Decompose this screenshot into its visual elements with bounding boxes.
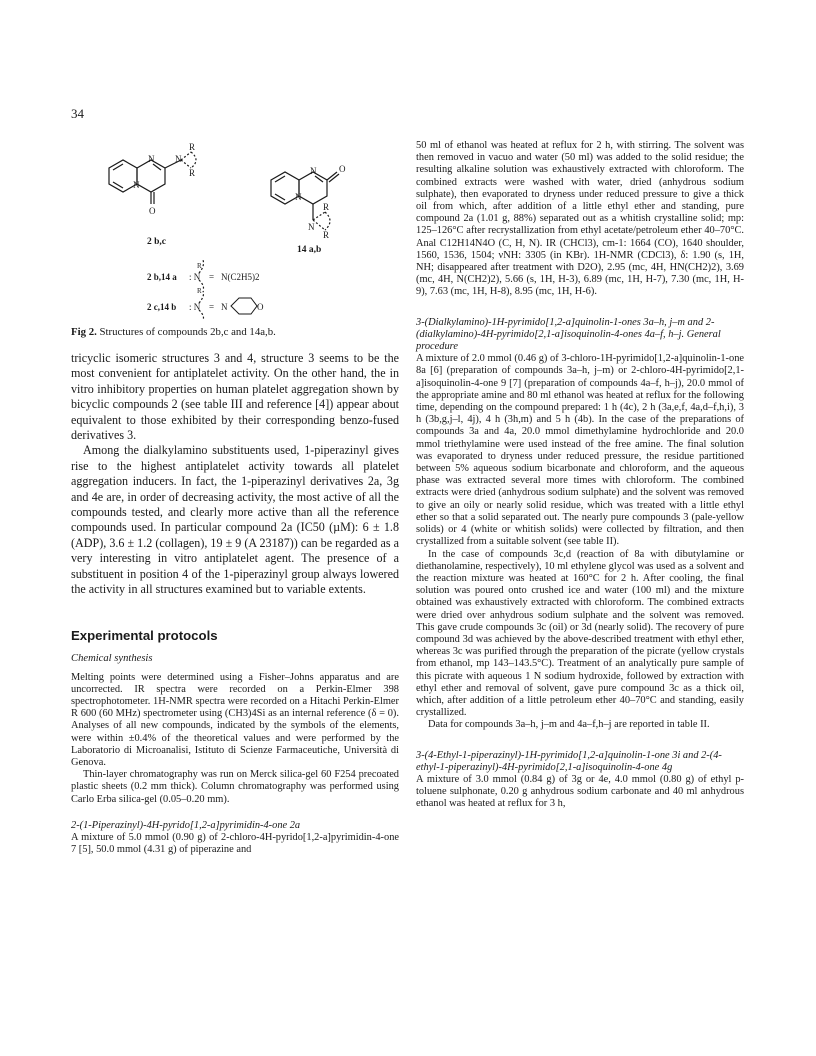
legend-a-prefix: 2 b,14 a xyxy=(147,272,177,282)
left-column xyxy=(71,140,399,856)
procedure-title-3-4: 3-(Dialkylamino)-1H-pyrimido[1,2-a]quinolin-1-ones 3a–h, j–m and 2-(dialkylamino)-4H-pyrimido[2,1-a]isoquinolin-4-ones 4a–f, h–j. General procedure xyxy=(416,316,721,353)
svg-text:N: N xyxy=(221,302,228,312)
structure-14ab xyxy=(271,172,339,230)
legend-b-prefix: 2 c,14 b xyxy=(147,302,177,312)
svg-text:R: R xyxy=(189,142,196,152)
right-column xyxy=(416,140,744,811)
svg-text:: N: : N xyxy=(189,272,201,282)
figure-caption xyxy=(71,326,399,339)
svg-text:N: N xyxy=(308,222,315,232)
svg-text:O: O xyxy=(339,164,346,174)
procedure-title-3i-4g: 3-(4-Ethyl-1-piperazinyl)-1H-pyrimido[1,2-a]quinolin-1-one 3i and 2-(4-ethyl-1-piperazinyl)-4H-pyrimido[2,1-a]isoquinolin-4-one 4g xyxy=(416,749,722,773)
left-para-5: A mixture of 5.0 mmol (0.90 g) of 2-chloro-4H-pyrido[1,2-a]pyrimidin-4-one 7 [5], 50.0 mmol (4.31 g) of piperazine and xyxy=(71,831,399,856)
svg-text:=: = xyxy=(209,302,215,312)
svg-text:N: N xyxy=(175,154,182,164)
svg-text:=: = xyxy=(209,272,215,282)
svg-text:R: R xyxy=(197,287,202,295)
svg-text:N: N xyxy=(310,166,317,176)
svg-text:N: N xyxy=(133,180,140,190)
right-para-1: 50 ml of ethanol was heated at reflux for 2 h, with stirring. The solvent was then removed in vacuo and water (50 ml) was added to the solid residue; the resulting alkaline solution was exhaustively extracted with chloroform. The combined extracts were washed with water, dried (anhydrous sodium sulphate), then evaporated to dryness under reduced pressure to give a thick oil from which, after addition of a little ethyl ether and standing, pure compound 2a (1.01 g, 88%) separated out as a whitish crystalline solid; mp: 125–126°C after recrystallization from ethyl acetate/petroleum ether 40–70°C. Anal C12H14N4O (C, H, N). IR (CHCl3), cm-1: 1664 (CO), 1640 shoulder, 1560, 1536, 1504; νNH: 3305 (in KBr). 1H-NMR (CDCl3), δ: 1.90 (s, 1H, NH; disappeared after treatment with D2O), 2.95 (mc, 4H, HN(CH2)2), 3.69 (mc, 4H, N(CH2)2), 5.66 (s, 1H, H-3), 6.89 (mc, 1H, H-7), 7.30 (mc, 1H, H-9), 7.63 (mc, 1H, H-8), 8.95 (mc, 1H, H-6). xyxy=(416,140,744,298)
procedure-title-2a: 2-(1-Piperazinyl)-4H-pyrido[1,2-a]pyrimidin-4-one 2a xyxy=(71,819,301,831)
svg-text:O: O xyxy=(149,206,156,216)
figure-structures xyxy=(71,140,399,320)
svg-text:R: R xyxy=(189,168,196,178)
chemical-structures-drawing xyxy=(71,140,399,320)
legend-a-value: N(C2H5)2 xyxy=(221,272,260,282)
right-para-4: Data for compounds 3a–h, j–m and 4a–f,h–j are reported in table II. xyxy=(428,719,710,731)
subheading: Chemical synthesis xyxy=(71,652,153,664)
right-para-2: A mixture of 2.0 mmol (0.46 g) of 3-chloro-1H-pyrimido[1,2-a]quinolin-1-one 8a [6] (preparation of compounds 3a–h, j–m) or 2-chloro-4H-pyrimido[2,1-a]isoquinolin-4-one 9 [7] (preparation of compounds 4a–f, h–j), 20.0 mmol of the appropriate amine and 80 ml ethanol was heated at reflux for the following time, depending on the compound prepared: 1 h (4c), 2 h (3a,e,f, 4a,d–f,h,i), 3 h (3b,g,j–l, 4j), 4 h (3h,m) and 5 h (4b). In the case of the preparations of compounds 3a and 4a, 20.0 mmol dimethylamine hydrochloride and 20.0 mmol triethylamine were used instead of the free amine. The final solution was evaporated to dryness under reduced pressure, the residue partitioned between 5% aqueous sodium bicarbonate and chloroform, and the aqueous phase was extracted several more times with chloroform. The combined extracts were dried (anhydrous sodium sulphate) and the solvent was removed to give an oily or nearly solid residue, which was treated with a little ethyl ether so that a solid separated out. The nearly pure compounds 3 (pale-yellow solids) or 4 (white or whitish solids) were collected by filtration, and then crystallized from a suitable solvent (see table II). xyxy=(416,353,744,548)
left-para-4: Thin-layer chromatography was run on Merck silica-gel 60 F254 precoated plastic sheets (0.2 mm thick). Column chromatography was performed using Carlo Erba silica-gel (0.05–0.20 mm). xyxy=(71,769,399,805)
left-para-2: Among the dialkylamino substituents used, 1-piperazinyl gives rise to the highest antiplatelet activity towards all platelet aggregation inducers. In fact, the 1-piperazinyl derivatives 2a, 3g and 4e are, in order of decreasing activity, the most active of all the compounds tested, and clearly more active than all the reference compounds used. In particular compound 2a (IC50 (µM): 6 ± 1.8 (ADP), 3.6 ± 1.2 (collagen), 19 ± 9 (A 23187)) can be regarded as a very interesting in vitro antiplatelet agent. The presence of a substituent in position 4 of the 1-piperazinyl group always lowered the activity in all structures examined but to variable extents. xyxy=(71,443,399,597)
svg-text:: N: : N xyxy=(189,302,201,312)
left-para-3: Melting points were determined using a Fisher–Johns apparatus and are uncorrected. IR spectra were recorded on a Perkin-Elmer 398 spectrophotometer. 1H-NMR spectra were recorded on a Hitachi Perkin-Elmer R 600 (60 MHz) spectrometer using (CH3)4Si as an internal reference (δ = 0). Analyses of all new compounds, indicated by the symbols of the elements, were within ±0.4% of the theoretical values and were performed by the Laboratorio di Microanalisi, Istituto di Scienze Farmaceutiche, Università di Genova. xyxy=(71,671,399,768)
right-para-5: A mixture of 3.0 mmol (0.84 g) of 3g or 4e, 4.0 mmol (0.80 g) of ethyl p-toluene sulphonate, 0.20 g anhydrous sodium carbonate and 40 ml anhydrous ethanol was heated at reflux for 3 h, xyxy=(416,773,744,810)
section-heading: Experimental protocols xyxy=(71,627,218,643)
right-para-3: In the case of compounds 3c,d (reaction of 8a with dibutylamine or diethanolamine, respectively), 10 ml ethylene glycol was used as a solvent and the reaction mixture was heated at 160°C for 2 h. After cooling, the final solution was poured onto crushed ice and water (100 ml) and the mixture obtained was exhaustively extracted with chloroform. The combined extracts were dried over anhydrous sodium sulphate and the solvent was removed. This gave crude compounds 3c (oil) or 3d (nearly solid). The recovery of pure compound 3d was achieved by the above-described treatment with ethyl ether, whereas 3c was purified through the preparation of the picrate (yellow crystals from ethanol, mp 143–143.5°C). Treatment of an analytically pure sample of this picrate with aqueous 1 N sodium hydroxide, followed by extraction with ethyl ether and removal of solvent, gave pure compound 3c as a thick oil, which, after addition of a little petroleum ether 40–70°C and standing, easily crystallized. xyxy=(416,548,744,719)
label-14ab: 14 a,b xyxy=(297,245,322,255)
caption-label: Fig 2. xyxy=(71,326,97,338)
svg-text:N: N xyxy=(148,154,155,164)
svg-text:R: R xyxy=(323,202,330,212)
svg-text:R: R xyxy=(323,230,330,240)
svg-text:R: R xyxy=(197,262,202,270)
left-para-1: tricyclic isomeric structures 3 and 4, structure 3 seems to be the most convenient for antiplatelet activity. On the other hand, the in vitro inhibitory properties on human platelet aggregation shown by bicyclic compounds 2 (see table III and reference [4]) appear about equivalent to those exhibited by their corresponding benzo-fused derivatives 3. xyxy=(71,351,399,443)
svg-text:N: N xyxy=(295,192,302,202)
svg-text:O: O xyxy=(257,302,264,312)
label-2bc: 2 b,c xyxy=(147,237,166,247)
caption-text: Structures of compounds 2b,c and 14a,b. xyxy=(99,326,276,338)
page-number: 34 xyxy=(71,106,84,121)
